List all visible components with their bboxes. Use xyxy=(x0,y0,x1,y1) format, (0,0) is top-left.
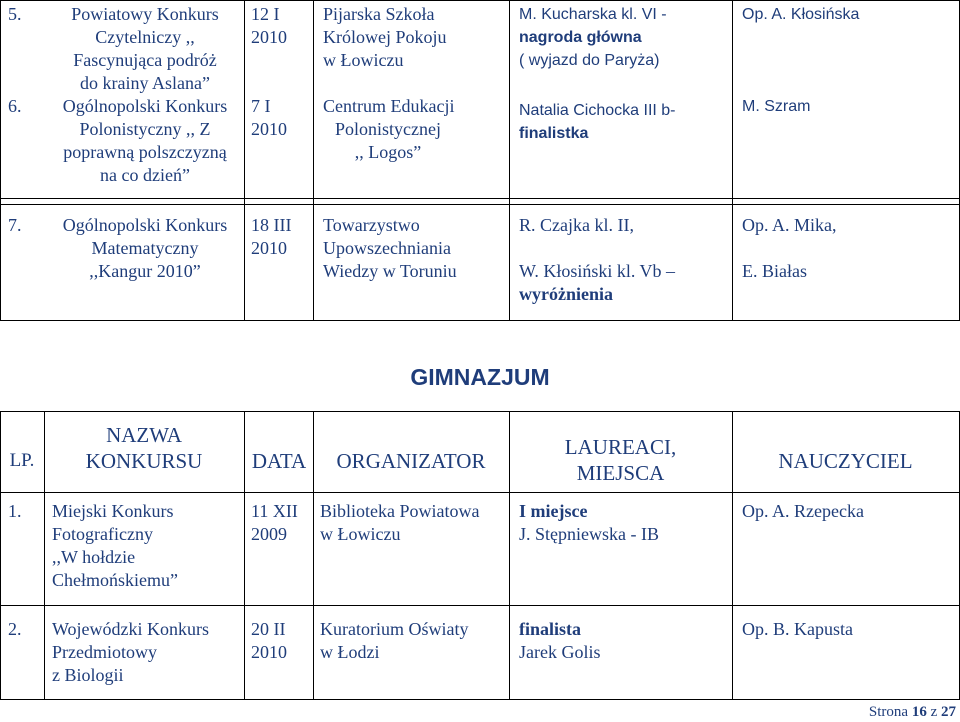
laureates: Natalia Cichocka III b- finalistka xyxy=(519,102,676,142)
row-number: 2. xyxy=(8,619,22,639)
row-number: 6. xyxy=(8,96,22,116)
contest-name: Ogólnopolski Konkurs Matematyczny ,,Kangur 2010” xyxy=(62,215,228,281)
header-lp: LP. xyxy=(9,450,35,471)
teacher: Op. A. Mika, E. Białas xyxy=(742,215,837,281)
contest-name: Wojewódzki Konkurs Przedmiotowy z Biologii xyxy=(52,619,210,685)
footer-page-total: 27 xyxy=(941,704,956,720)
contest-date: 7 I 2010 xyxy=(251,96,287,139)
row-number: 5. xyxy=(8,4,22,24)
organizer: Centrum Edukacji Polonistycznej ,, Logos” xyxy=(323,96,455,162)
section-title: GIMNAZJUM xyxy=(410,364,550,390)
header-laureates: LAUREACI, MIEJSCA xyxy=(564,435,677,485)
teacher: Op. A. Kłosińska xyxy=(742,6,860,23)
laureates: R. Czajka kl. II, W. Kłosiński kl. Vb – wyróżnienia xyxy=(519,215,676,304)
organizer: Kuratorium Oświaty w Łodzi xyxy=(320,619,469,662)
header-date: DATA xyxy=(251,449,307,473)
contest-date: 18 III 2010 xyxy=(251,215,292,258)
laureates: finalista Jarek Golis xyxy=(519,619,601,662)
contest-name: Miejski Konkurs Fotograficzny ,,W hołdzie Chełmońskiemu” xyxy=(52,501,178,590)
teacher: Op. B. Kapusta xyxy=(742,619,853,639)
footer-prefix: Strona xyxy=(868,704,909,720)
laureates: M. Kucharska kl. VI - nagroda główna ( wyjazd do Paryża) xyxy=(519,6,667,69)
contest-name: Ogólnopolski Konkurs Polonistyczny ,, Z poprawną polszczyzną na co dzień” xyxy=(62,96,228,185)
row-number: 1. xyxy=(8,501,22,521)
teacher: M. Szram xyxy=(742,98,811,115)
organizer: Towarzystwo Upowszechniania Wiedzy w Toruniu xyxy=(323,215,457,281)
teacher: Op. A. Rzepecka xyxy=(742,501,864,521)
contest-date: 20 II 2010 xyxy=(251,619,287,662)
contest-date: 11 XII 2009 xyxy=(251,501,298,544)
row-number: 7. xyxy=(8,215,22,235)
footer-page-number: 16 xyxy=(911,704,927,720)
header-teacher: NAUCZYCIEL xyxy=(778,449,913,473)
contest-date: 12 I 2010 xyxy=(251,4,287,47)
laureates: I miejsce J. Stępniewska - IB xyxy=(519,501,659,544)
header-name: NAZWA KONKURSU xyxy=(85,423,203,473)
header-organizer: ORGANIZATOR xyxy=(336,449,486,473)
organizer: Biblioteka Powiatowa w Łowiczu xyxy=(320,501,480,544)
page-footer xyxy=(869,704,956,721)
contest-name: Powiatowy Konkurs Czytelniczy ,, Fascynująca podróż do krainy Aslana” xyxy=(71,4,219,93)
footer-mid: z xyxy=(930,704,938,720)
organizer: Pijarska Szkoła Królowej Pokoju w Łowiczu xyxy=(323,4,447,70)
